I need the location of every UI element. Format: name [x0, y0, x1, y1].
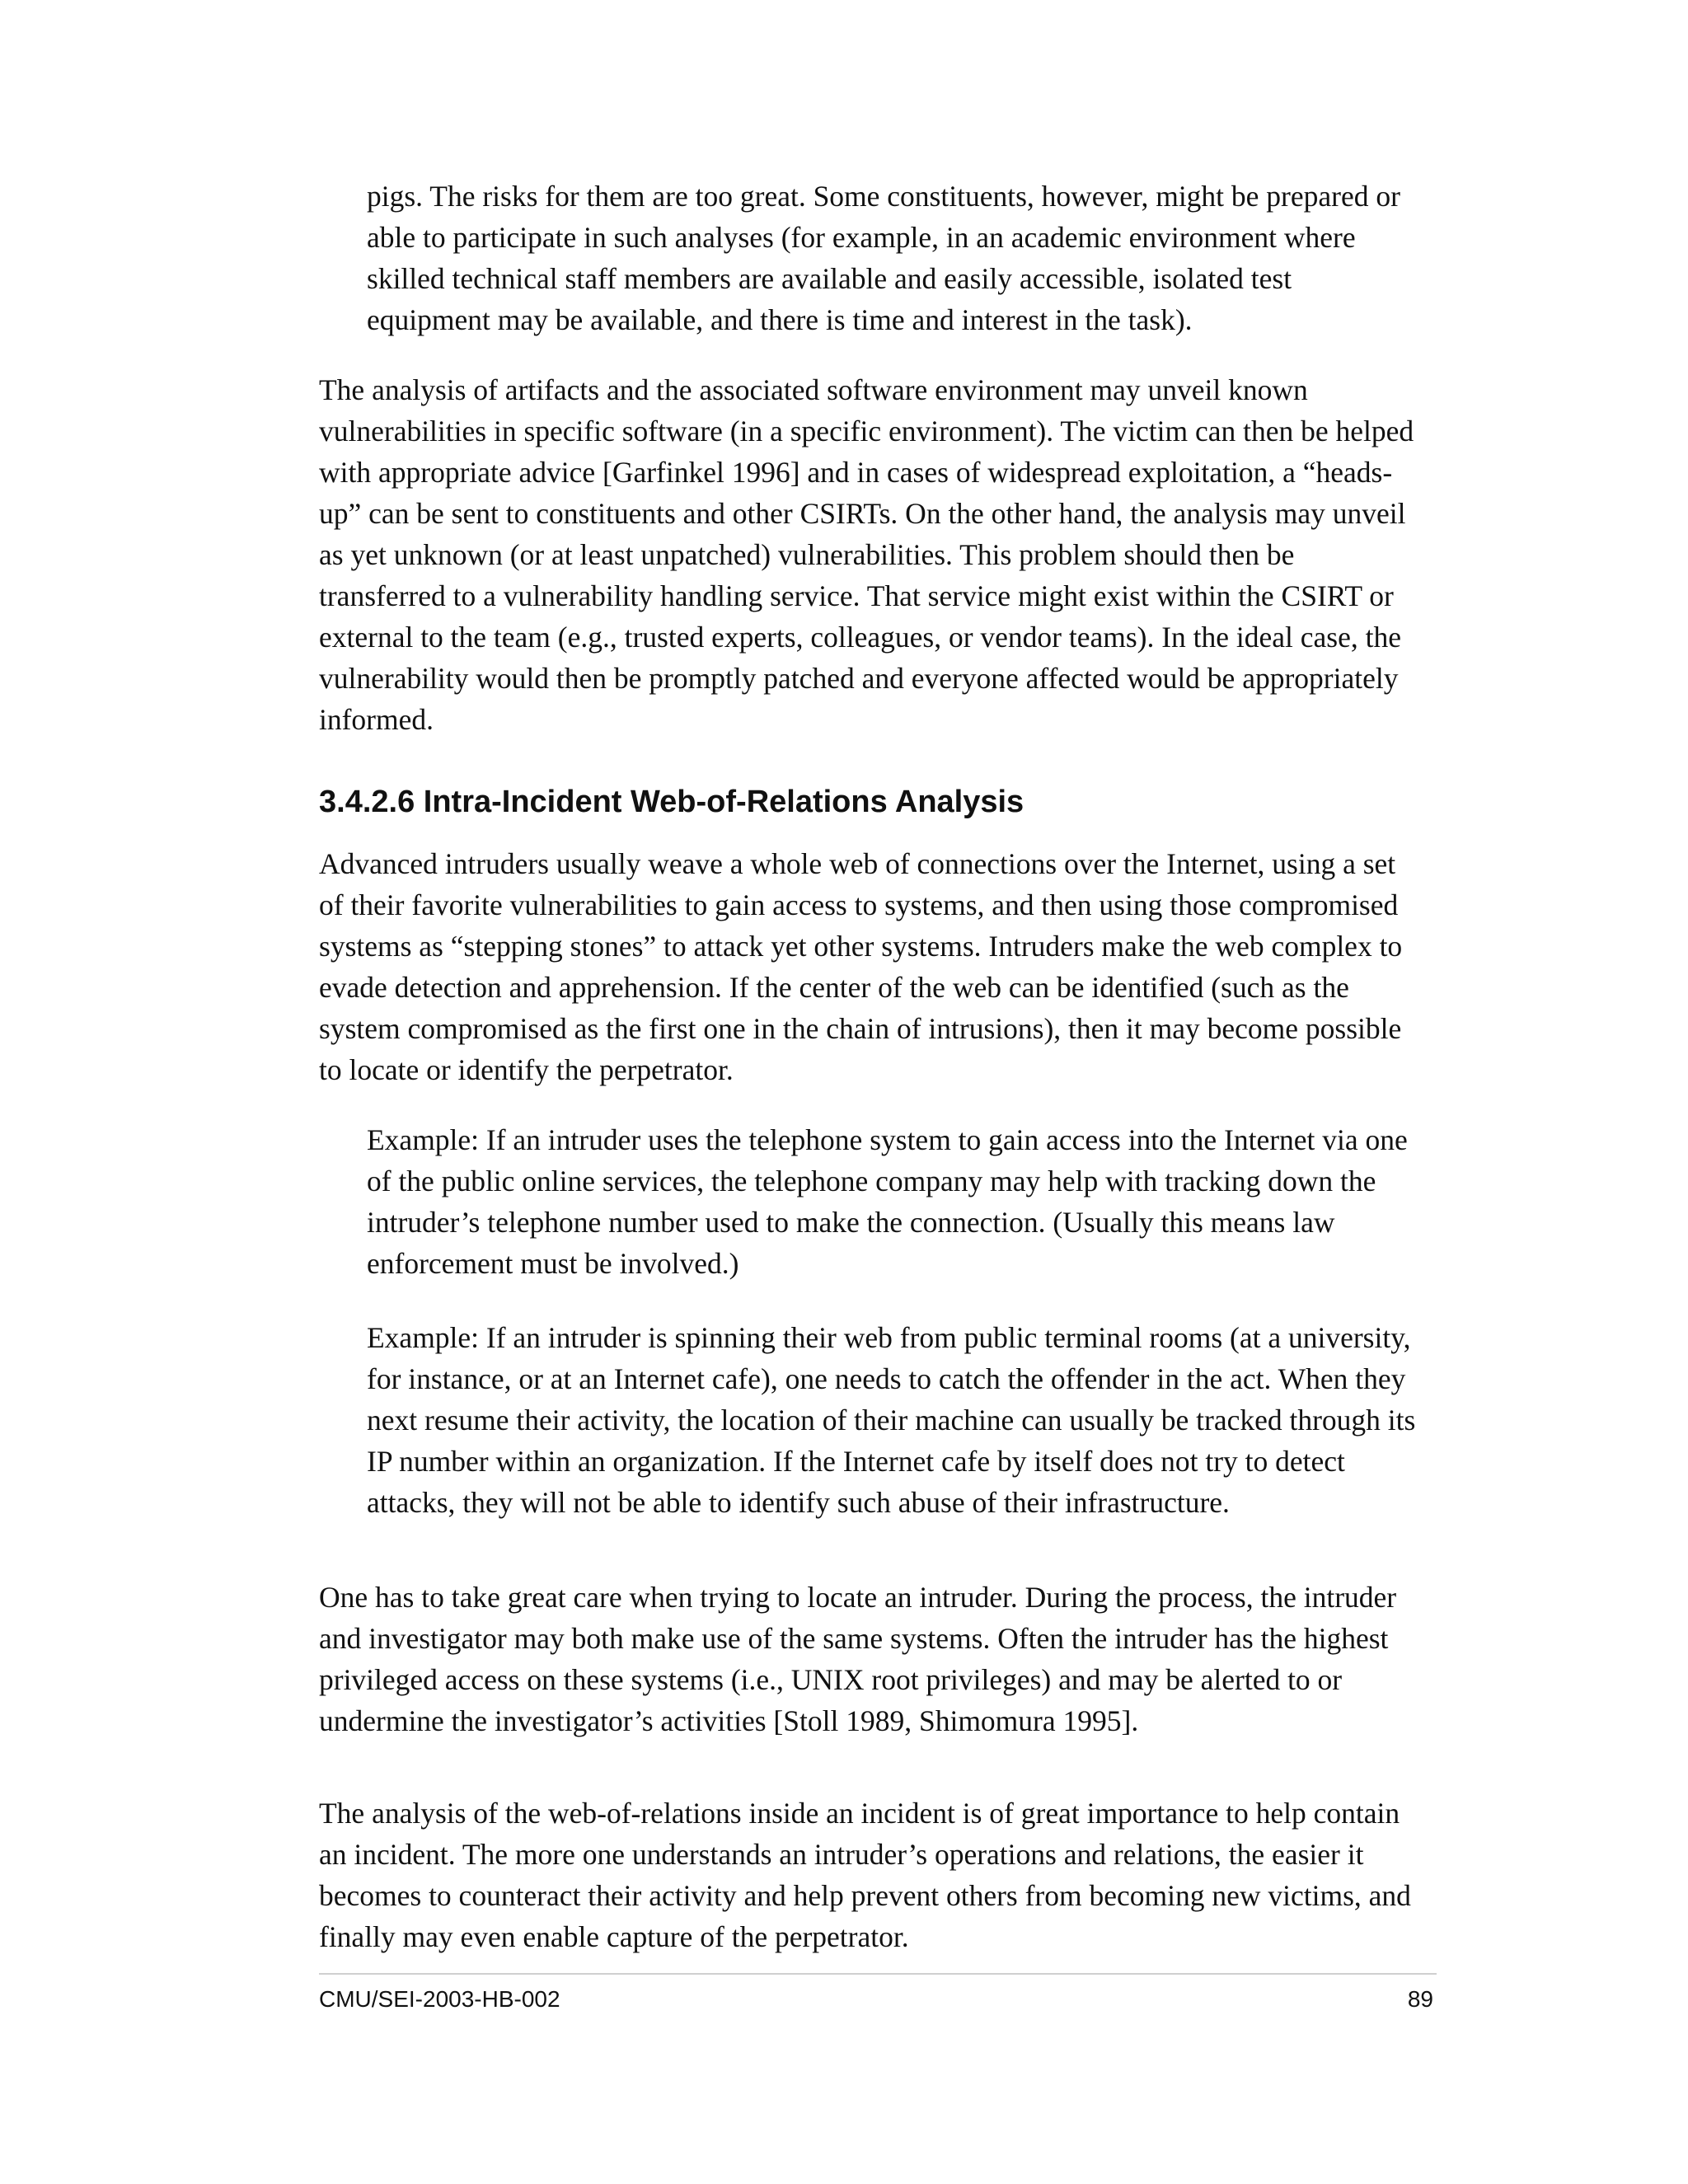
text-line: of their favorite vulnerabilities to gain access to systems, and then using those compromised	[319, 888, 1399, 921]
example-internet-cafe	[367, 1317, 1415, 1523]
text-line: IP number within an organization. If the Internet cafe by itself does not try to detect	[367, 1445, 1345, 1478]
text-line: enforcement must be involved.)	[367, 1247, 739, 1280]
footer-page-number: 89	[1407, 1986, 1433, 2012]
text-line: Advanced intruders usually weave a whole web of connections over the Internet, using a set	[319, 847, 1396, 880]
text-line: next resume their activity, the location of their machine can usually be tracked through its	[367, 1404, 1416, 1436]
text-line: evade detection and apprehension. If the center of the web can be identified (such as the	[319, 971, 1349, 1004]
section-heading: 3.4.2.6 Intra-Incident Web-of-Relations Analysis	[319, 785, 1025, 819]
paragraph-continuation	[367, 176, 1400, 340]
text-line: Example: If an intruder is spinning their web from public terminal rooms (at a university,	[367, 1321, 1411, 1354]
paragraph-locate-intruder	[319, 1577, 1396, 1741]
text-line: Example: If an intruder uses the telephone system to gain access into the Internet via one	[367, 1123, 1408, 1156]
text-line: pigs. The risks for them are too great. Some constituents, however, might be prepared or	[367, 180, 1400, 213]
text-line: The analysis of artifacts and the associated software environment may unveil known	[319, 373, 1308, 406]
text-line: becomes to counteract their activity and help prevent others from becoming new victims, and	[319, 1879, 1411, 1912]
text-line: able to participate in such analyses (for example, in an academic environment where	[367, 221, 1356, 254]
text-line: to locate or identify the perpetrator.	[319, 1053, 734, 1086]
text-line: intruder’s telephone number used to make the connection. (Usually this means law	[367, 1206, 1335, 1239]
paragraph-intruder-web	[319, 843, 1402, 1090]
text-line: The analysis of the web-of-relations inside an incident is of great importance to help contain	[319, 1797, 1400, 1830]
text-line: and investigator may both make use of the same systems. Often the intruder has the highest	[319, 1622, 1389, 1655]
text-line: informed.	[319, 703, 434, 736]
example-telephone	[367, 1119, 1408, 1284]
footer-document-id: CMU/SEI-2003-HB-002	[319, 1986, 560, 2012]
text-line: systems as “stepping stones” to attack yet other systems. Intruders make the web complex to	[319, 930, 1403, 963]
text-line: privileged access on these systems (i.e., UNIX root privileges) and may be alerted to or	[319, 1663, 1343, 1696]
paragraph-web-of-relations	[319, 1793, 1411, 1957]
text-line: One has to take great care when trying to locate an intruder. During the process, the intruder	[319, 1581, 1397, 1614]
text-line: as yet unknown (or at least unpatched) vulnerabilities. This problem should then be	[319, 538, 1295, 571]
text-line: transferred to a vulnerability handling service. That service might exist within the CSIRT or	[319, 579, 1394, 612]
paragraph-artifact-analysis	[319, 369, 1414, 740]
text-line: equipment may be available, and there is time and interest in the task).	[367, 303, 1193, 336]
text-line: system compromised as the first one in the chain of intrusions), then it may become possible	[319, 1012, 1402, 1045]
text-line: with appropriate advice [Garfinkel 1996] and in cases of widespread exploitation, a “heads-	[319, 456, 1393, 489]
text-line: skilled technical staff members are available and easily accessible, isolated test	[367, 262, 1292, 295]
text-line: attacks, they will not be able to identify such abuse of their infrastructure.	[367, 1486, 1230, 1519]
text-line: vulnerabilities in specific software (in a specific environment). The victim can then be helped	[319, 415, 1414, 448]
text-line: an incident. The more one understands an intruder’s operations and relations, the easier it	[319, 1838, 1364, 1871]
text-line: vulnerability would then be promptly patched and everyone affected would be appropriately	[319, 662, 1399, 695]
text-line: external to the team (e.g., trusted experts, colleagues, or vendor teams). In the ideal case, the	[319, 621, 1401, 654]
footer-divider	[319, 1973, 1437, 1975]
text-line: up” can be sent to constituents and other CSIRTs. On the other hand, the analysis may unveil	[319, 497, 1406, 530]
text-line: finally may even enable capture of the perpetrator.	[319, 1920, 909, 1953]
text-line: of the public online services, the telephone company may help with tracking down the	[367, 1165, 1376, 1197]
text-line: undermine the investigator’s activities [Stoll 1989, Shimomura 1995].	[319, 1704, 1139, 1737]
text-line: for instance, or at an Internet cafe), one needs to catch the offender in the act. When they	[367, 1362, 1406, 1395]
